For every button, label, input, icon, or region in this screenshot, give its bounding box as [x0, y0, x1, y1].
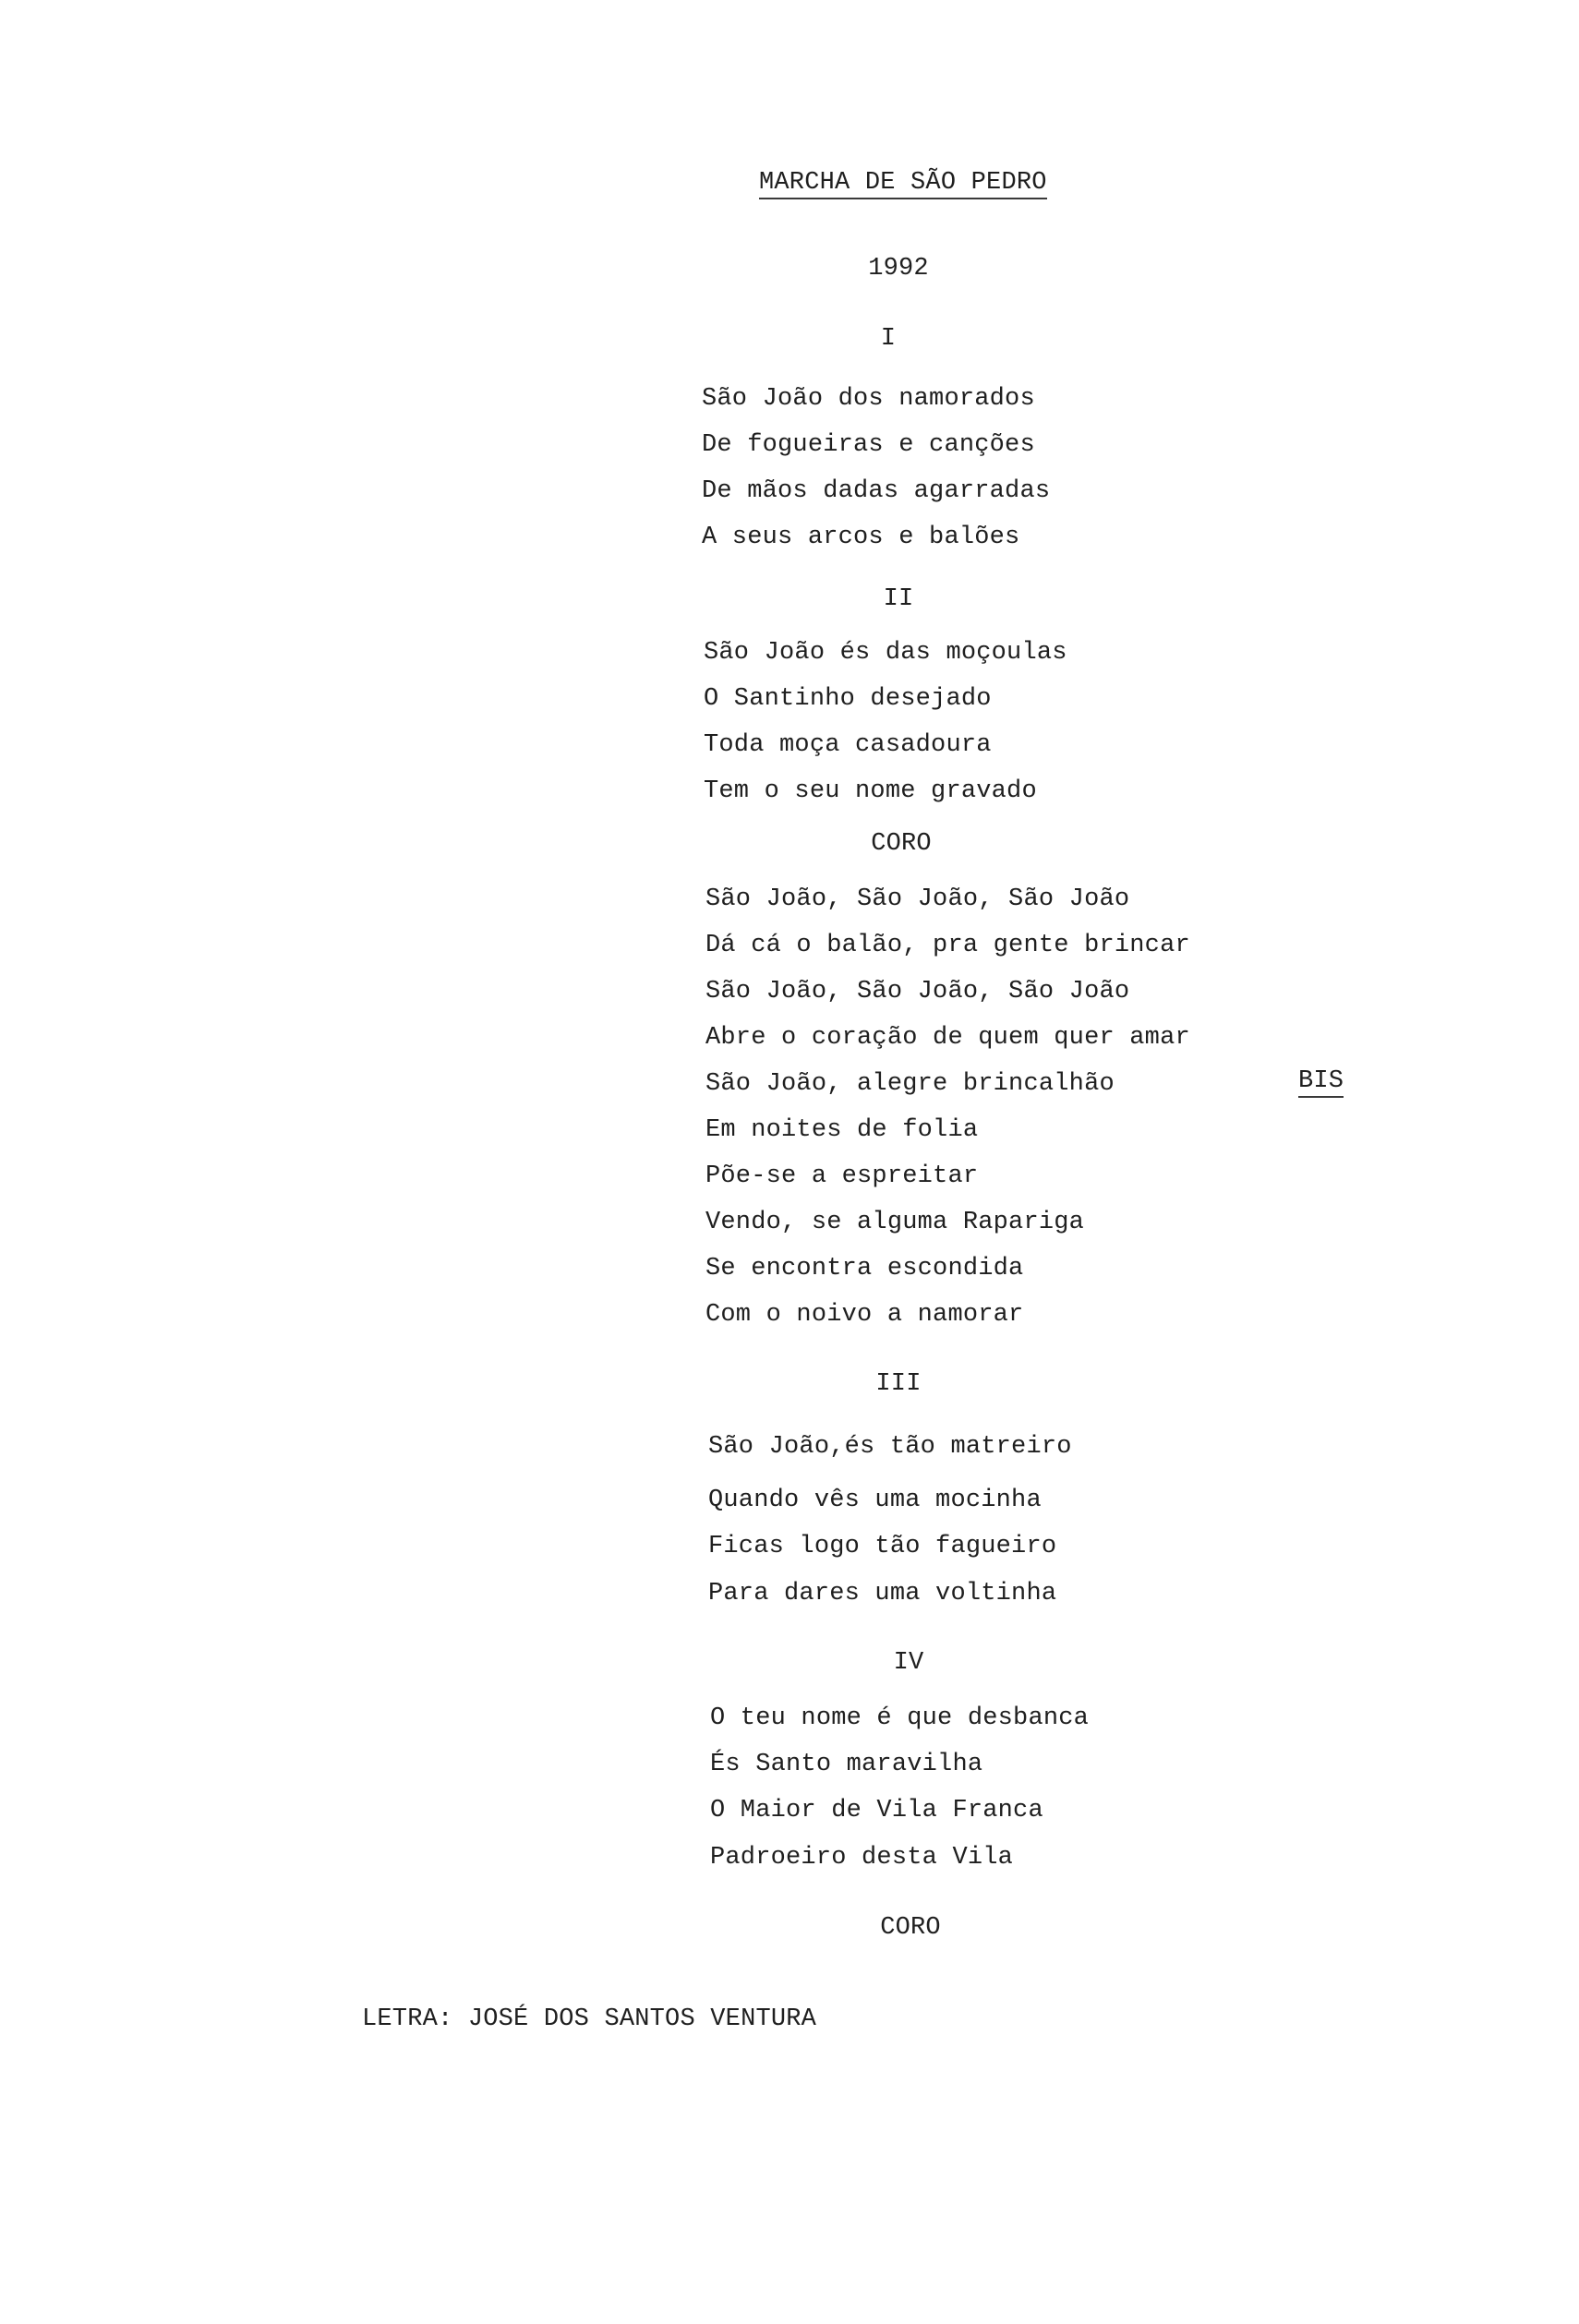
chorus-line-7: Põe-se a espreitar — [705, 1162, 979, 1190]
chorus-label: CORO — [871, 830, 932, 858]
verse-number-1: I — [880, 325, 897, 353]
song-year: 1992 — [868, 255, 929, 283]
verse-1-line-1: São João dos namorados — [702, 385, 1035, 413]
chorus-line-2: Dá cá o balão, pra gente brincar — [705, 932, 1190, 959]
verse-4-line-3: O Maior de Vila Franca — [710, 1797, 1043, 1824]
verse-1-line-4: A seus arcos e balões — [702, 524, 1020, 551]
chorus-repeat-label: CORO — [880, 1914, 941, 1942]
verse-2-line-1: São João és das moçoulas — [704, 639, 1067, 667]
song-title: MARCHA DE SÃO PEDRO — [759, 168, 1047, 199]
verse-4-line-2: És Santo maravilha — [710, 1751, 983, 1778]
chorus-line-10: Com o noivo a namorar — [705, 1301, 1024, 1329]
verse-number-4: IV — [893, 1649, 924, 1677]
verse-3-line-3: Ficas logo tão fagueiro — [708, 1533, 1057, 1560]
verse-2-line-2: O Santinho desejado — [704, 685, 992, 713]
verse-3-line-2: Quando vês uma mocinha — [708, 1487, 1042, 1514]
chorus-line-6: Em noites de folia — [705, 1116, 979, 1144]
verse-3-line-4: Para dares uma voltinha — [708, 1580, 1057, 1608]
chorus-line-1: São João, São João, São João — [705, 885, 1130, 913]
chorus-line-4: Abre o coração de quem quer amar — [705, 1024, 1190, 1052]
verse-1-line-3: De mãos dadas agarradas — [702, 477, 1051, 505]
bis-marker: BIS — [1298, 1066, 1344, 1098]
verse-2-line-3: Toda moça casadoura — [704, 731, 992, 759]
chorus-line-3: São João, São João, São João — [705, 978, 1130, 1005]
verse-1-line-2: De fogueiras e canções — [702, 431, 1035, 459]
chorus-line-9: Se encontra escondida — [705, 1255, 1024, 1282]
verse-3-line-1: São João,és tão matreiro — [708, 1433, 1072, 1461]
verse-number-3: III — [875, 1370, 922, 1398]
verse-4-line-1: O teu nome é que desbanca — [710, 1704, 1090, 1732]
verse-2-line-4: Tem o seu nome gravado — [704, 777, 1037, 805]
chorus-line-8: Vendo, se alguma Rapariga — [705, 1209, 1085, 1236]
verse-4-line-4: Padroeiro desta Vila — [710, 1844, 1014, 1872]
lyrics-author: LETRA: JOSÉ DOS SANTOS VENTURA — [362, 2005, 817, 2033]
chorus-line-5: São João, alegre brincalhão — [705, 1070, 1115, 1098]
verse-number-2: II — [883, 585, 914, 613]
